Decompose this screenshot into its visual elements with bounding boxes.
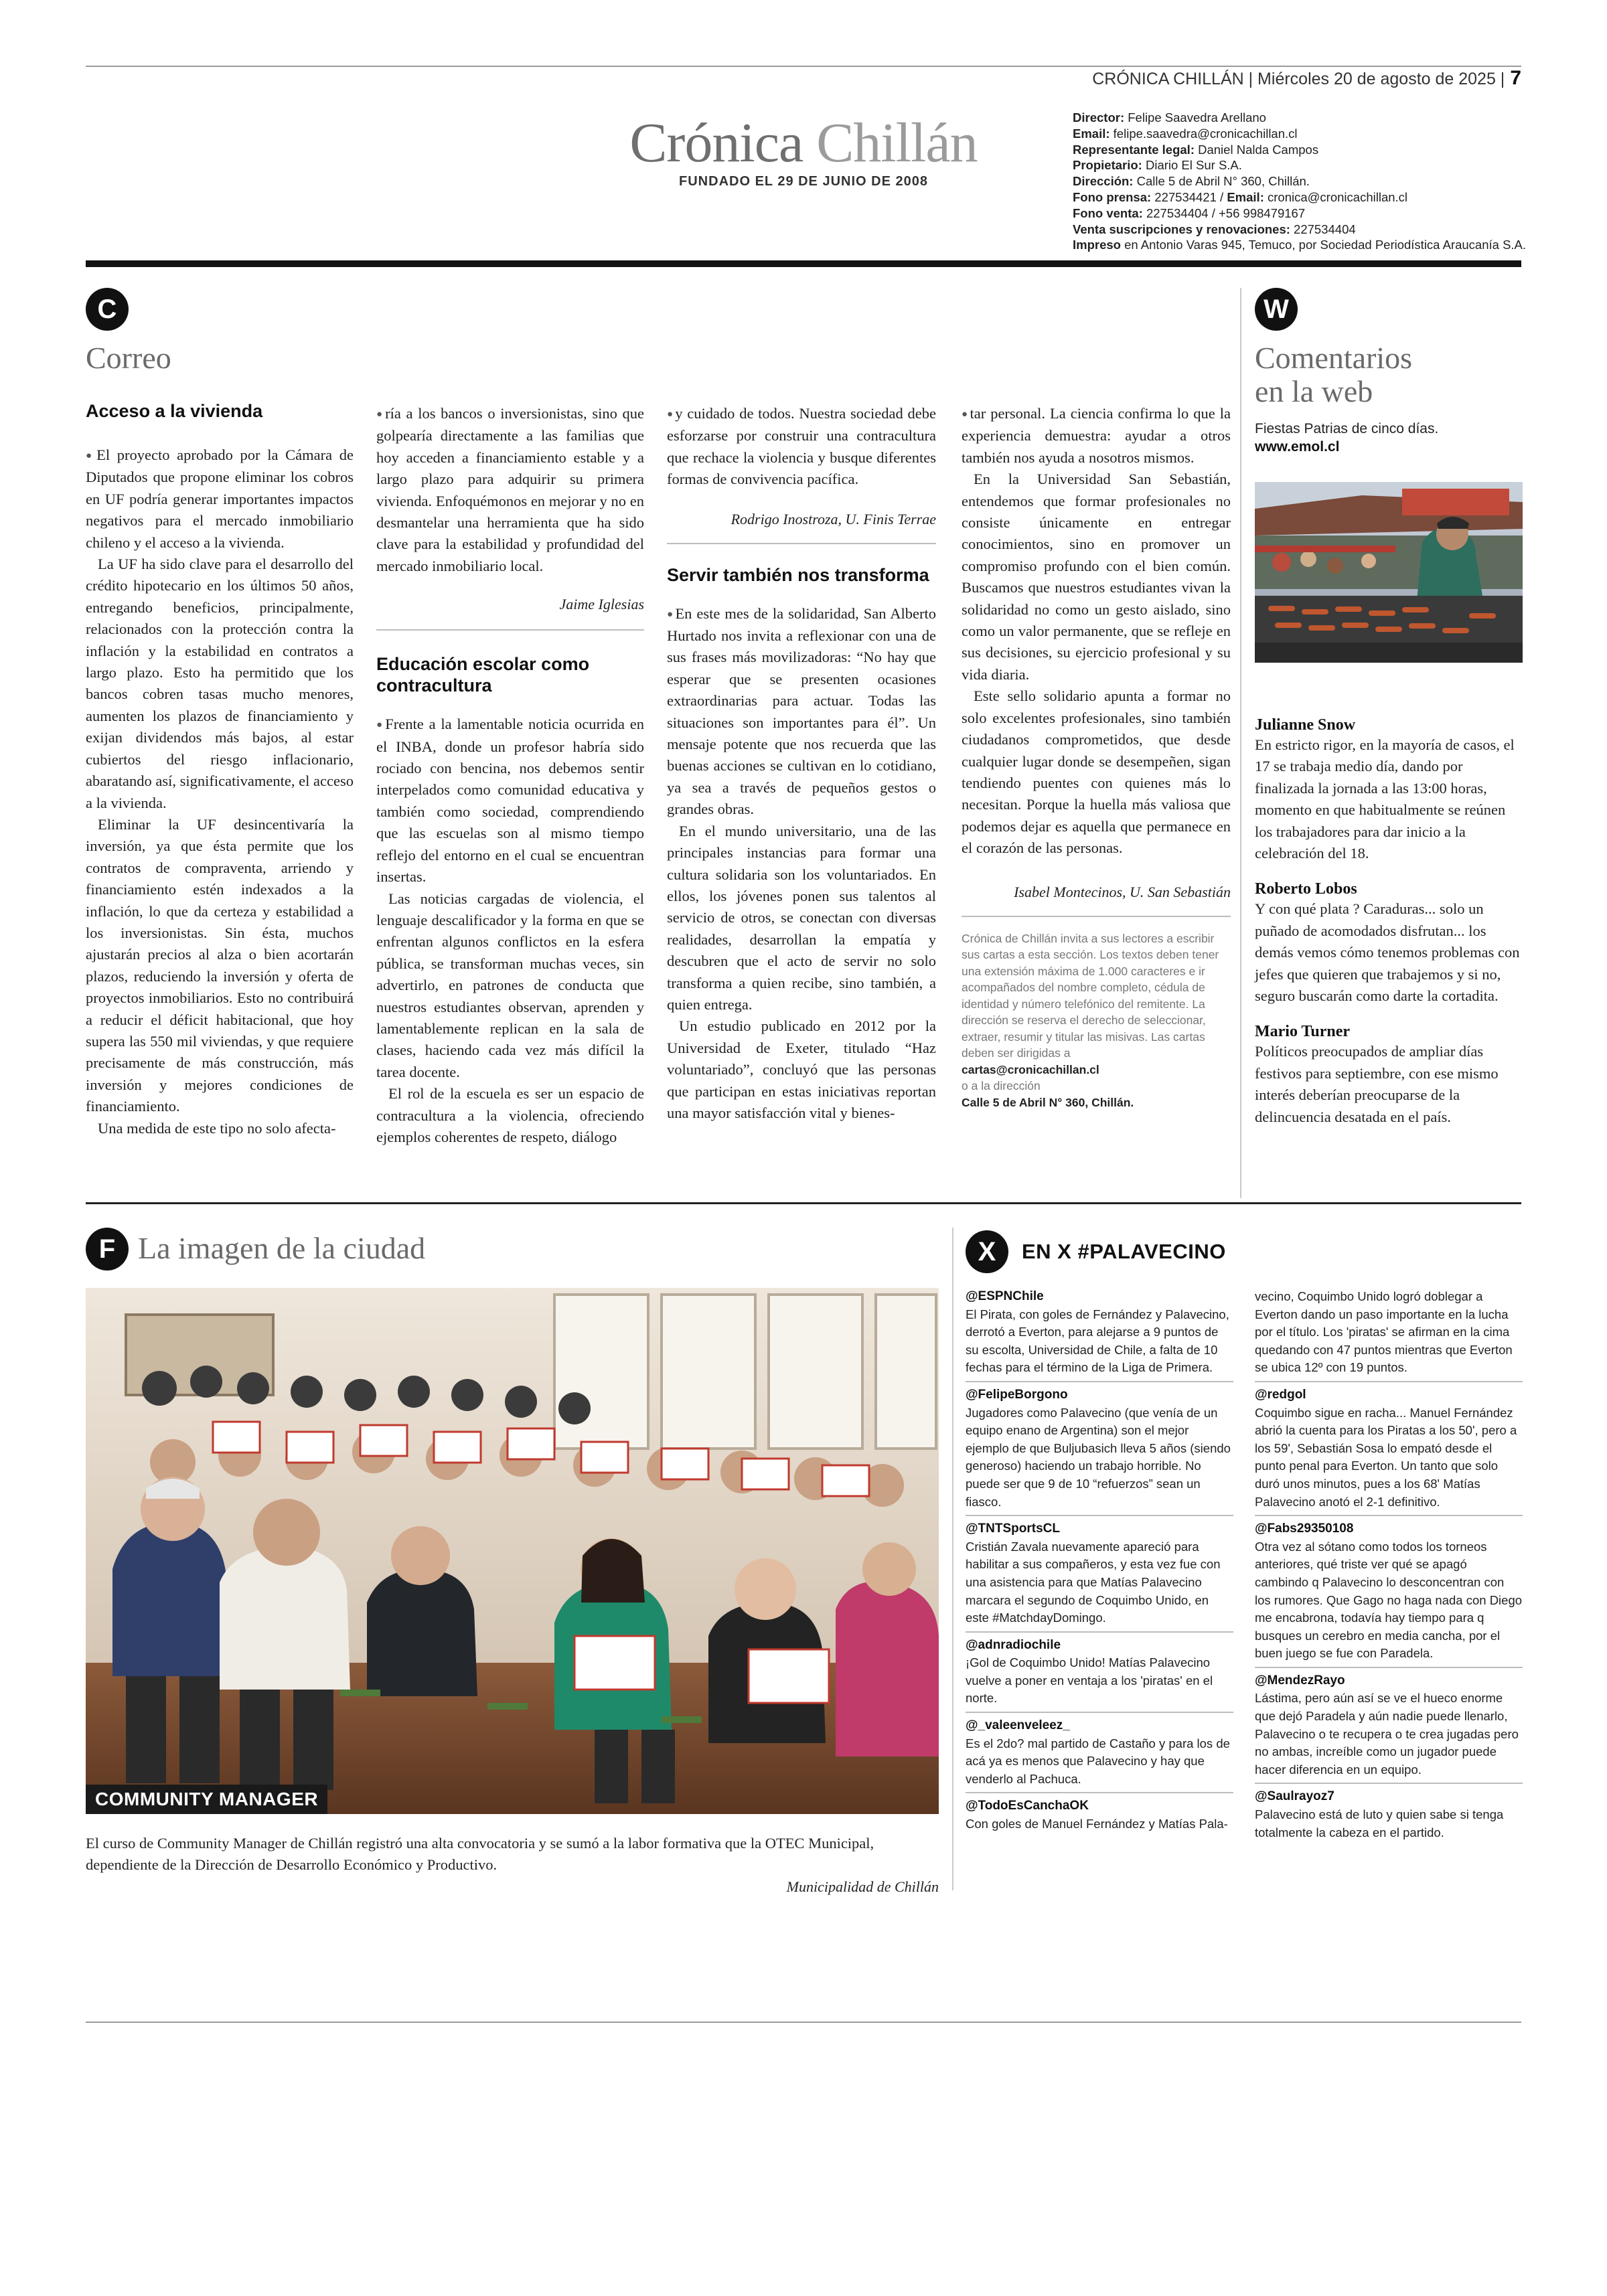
tweet-divider: [966, 1631, 1233, 1633]
tweet: [966, 1288, 1233, 1377]
tweet-text: Lástima, pero aún así se ve el hueco enorme que dejó Paradela y aún nadie puede llenarlo, Palavecino o te recupera o te crea jugadas pero no ambas, increíble como un jugador puede hacer diferencia en un equipo.: [1255, 1691, 1519, 1777]
photo-credit: Municipalidad de Chillán: [786, 1878, 939, 1895]
correo-col-4: [962, 403, 1231, 1111]
paragraph: En el mundo universitario, una de las principales instancias para formar una cultura solidaria son los voluntariados. En ellos, los jóvenes ponen sus talentos al servicio de otros, se conectan con diversas realidades, desarrollan la empatía y descubren que el acto de servir no solo transforma a quien recibe, sino también, a quien entrega.: [667, 822, 936, 1013]
comment: [1255, 880, 1523, 1007]
paragraph: El rol de la escuela es ser un espacio de contracultura a la violencia, ofreciendo ejemplos coherentes de respeto, diálogo: [376, 1085, 644, 1145]
page-number: 7: [1510, 67, 1521, 89]
letter-2-headline: Educación escolar como contracultura: [376, 654, 590, 696]
x-section-title: EN X #PALAVECINO: [1022, 1240, 1226, 1263]
paragraph: ● y cuidado de todos. Nuestra sociedad debe esforzarse por construir una contracultura que rechace la violencia y busque diferentes formas de convivencia pacífica.: [667, 403, 936, 491]
masthead-row: Email: felipe.saavedra@cronicachillan.cl: [1073, 126, 1298, 141]
masthead-row: Propietario: Diario El Sur S.A.: [1073, 158, 1242, 173]
tweet-divider: [1255, 1667, 1523, 1668]
paragraph: ● tar personal. La ciencia confirma lo que la experiencia demuestra: ayudar a otros también nos ayuda a nosotros mismos.: [962, 403, 1231, 469]
paragraph: En la Universidad San Sebastián, entendemos que formar profesionales no consiste únicamente en entregar conocimientos, sino en promover un compromiso profundo con el bien común. Buscamos que nuestros estudiantes vivan la solidaridad no como un gesto aislado, sino como un valor permanente, que se refleje en sus decisiones, su ejercicio profesional y su vida diaria.: [962, 471, 1231, 683]
comment-author: Mario Turner: [1255, 1023, 1350, 1041]
folio: [1092, 67, 1521, 90]
comentarios-source: [1255, 419, 1523, 455]
paragraph: La UF ha sido clave para el desarrollo del crédito hipotecario en los últimos 50 años, entregando beneficios, principalmente, relacionados con la protección contra la inflación y la estabilidad en contratos a largo plazo. Esto ha permitido que los bancos cobren tasas mucho menores, aumenten los plazos de financiamiento y exijan dividendos más bajos, al estar cubiertos del riesgo inflacionario, abaratando así, significativamente, el acceso a la vivienda.: [86, 556, 354, 811]
letter-2-body-col2: [376, 714, 644, 1148]
tweet: [966, 1386, 1233, 1511]
correo-col-3: [667, 403, 936, 1124]
paragraph: Una medida de este tipo no solo afecta-: [98, 1119, 336, 1137]
tweet: [966, 1797, 1233, 1833]
tweet-text: Coquimbo sigue en racha... Manuel Fernández abrió la cuenta para los Piratas a los 50', pero a los 59', Sebastián Sosa lo empató desde el punto penal para Everton. Un tanto que solo duró unos minutos, pues a los 68' Matías Palavecino anotó el 2-1 definitivo.: [1255, 1405, 1517, 1509]
comments-site-link[interactable]: www.emol.cl: [1255, 439, 1340, 455]
letter-1-body-col2: [376, 403, 644, 577]
comment-text: Políticos preocupados de ampliar días festivos para septiembre, con ese mismo interés deberían preocuparse de la delincuencia desatada en el país.: [1255, 1043, 1499, 1125]
letters-invitation: Crónica de Chillán invita a sus lectores a escribir sus cartas a esta sección. Los textos deben tener una extensión máxima de 1.000 caracteres e ir acompañados del nombre completo, cédula de identidad y número telefónico del remitente. La dirección se reserva el derecho de seleccionar, extraer, resumir y titular las misivas. Las cartas deben ser dirigidas a cartas@cronicachillan.cl o a la dirección Calle 5 de Abril N° 360, Chillán.: [962, 930, 1231, 1111]
comentarios-title: Comentarios en la web: [1255, 341, 1413, 408]
letters-email[interactable]: cartas@cronicachillan.cl: [962, 1062, 1099, 1076]
correo-title: Correo: [86, 341, 171, 375]
paragraph: ● ría a los bancos o inversionistas, sino que golpearía directamente a las familias que hoy acceden a financiamiento estable y a largo plazo para adquirir su primera vivienda. Enfoquémonos en mejorar y no en desmantelar una herramienta que ha sido clave para la estabilidad y profundidad del mercado inmobiliario local.: [376, 403, 644, 577]
letter-1-signature: Jaime Iglesias: [559, 596, 644, 613]
tweet-handle[interactable]: @Fabs29350108: [1255, 1522, 1354, 1536]
tweet-text: ¡Gol de Coquimbo Unido! Matías Palavecino vuelve a poner en ventaja a los 'piratas' en el norte.: [966, 1655, 1213, 1706]
x-section-vertical-rule: [952, 1228, 953, 1890]
tweet-text: Con goles de Manuel Fernández y Matías Pala-: [966, 1817, 1228, 1831]
photo-tag: COMMUNITY MANAGER: [86, 1785, 327, 1814]
letter-3-signature: Isabel Montecinos, U. San Sebastián: [1014, 883, 1231, 900]
tweet-handle[interactable]: @Saulrayoz7: [1255, 1789, 1334, 1804]
letter-2-body-col3: [667, 403, 936, 491]
masthead-row: Representante legal: Daniel Nalda Campos: [1073, 142, 1319, 157]
tweet-handle[interactable]: @ESPNChile: [966, 1289, 1044, 1303]
tweet-divider: [1255, 1783, 1523, 1784]
tweet-text: Cristián Zavala nuevamente apareció para habilitar a sus compañeros, y esta vez fue con una asistencia para que Matías Palavecino marcara el segundo de Coquimbo Unido, en este #MatchdayDomingo.: [966, 1539, 1221, 1625]
comments-list: [1255, 716, 1523, 1128]
paragraph: Este sello solidario apunta a formar no solo excelentes profesionales, sino también ciudadanos comprometidos, que desde cualquier lugar donde se desempeñen, sigan tendiendo puentes con quienes más lo necesitan. Porque la huella más valiosa que podemos dejar es aquella que permanece en el corazón de las personas.: [962, 687, 1231, 857]
masthead-row: Director: Felipe Saavedra Arellano: [1073, 110, 1266, 125]
tweets-col-1: [966, 1288, 1233, 1833]
tweets-col-2: [1255, 1288, 1523, 1841]
tweet-handle[interactable]: @TodoEsCanchaOK: [966, 1799, 1089, 1813]
letter-1-body-col1: [86, 444, 354, 1139]
tweet-divider: [1255, 1381, 1523, 1382]
community-manager-photo-image: [86, 1288, 939, 1814]
letter-2-signature: Rodrigo Inostroza, U. Finis Terrae: [731, 510, 936, 527]
masthead-credits: [1073, 110, 1528, 253]
paragraph: Un estudio publicado en 2012 por la Universidad de Exeter, titulado “Haz voluntariado”, concluyó que las personas que participan en estas iniciativas reportan una mayor satisfacción vital y bienes-: [667, 1017, 936, 1121]
letter-3-body-col3: [667, 603, 936, 1125]
tweet-divider: [1255, 1515, 1523, 1516]
comments-vertical-rule: [1240, 288, 1241, 1198]
comment: [1255, 716, 1523, 864]
paragraph: ● En este mes de la solidaridad, San Alberto Hurtado nos invita a reflexionar con una de sus frases más movilizadoras: “No hay que esperar que se presenten ocasiones extraordinarias para actuar. Todas las situaciones son importantes para él”. Un mensaje potente que nos recuerda que las buenas acciones se cultivan en lo cotidiano, ya sea a través de pequeños gestos o grandes obras.: [667, 603, 936, 821]
letters-address: Calle 5 de Abril N° 360, Chillán.: [962, 1095, 1134, 1109]
paragraph: ● Frente a la lamentable noticia ocurrida en el INBA, donde un profesor habría sido rociado con bencina, nos debemos sentir interpelados como comunidad educativa y también como sociedad, comprendiendo que las escuelas son al mismo tiempo reflejo del entorno en el cual se encuentran insertas.: [376, 714, 644, 888]
photo-caption: El curso de Community Manager de Chillán registró una alta convocatoria y se sumó a la labor formativa que la OTEC Municipal, dependiente de la Dirección de Desarrollo Económico y Productivo.: [86, 1835, 874, 1873]
masthead-row: Dirección: Calle 5 de Abril N° 360, Chillán.: [1073, 174, 1310, 189]
tweet-text: Otra vez al sótano como todos los torneos anteriores, qué triste ver qué se apagó cambindo q Palavecino lo desconcentran con los rumores. Que Gago no haga nada con Diego me encabrona, todavía hay tiempo para q busques un cerebro en media cancha, por el buen juego se fue con Paradela.: [1255, 1539, 1523, 1661]
tweet-text: Es el 2do? mal partido de Castaño y para los de acá ya es menos que Palavecino y hay que venderlo al Pachuca.: [966, 1736, 1230, 1786]
comentarios-badge: W: [1255, 288, 1298, 331]
logo-wordmark: Crónica Chillán: [629, 112, 978, 174]
tweet-text: vecino, Coquimbo Unido logró doblegar a Everton dando un paso importante en la lucha por el título. Los 'piratas' se afirman en la cima quedando con 47 puntos mientras que Everton se ubica 12º con 19 puntos.: [1255, 1289, 1513, 1375]
tweet-handle[interactable]: @TNTSportsCL: [966, 1522, 1060, 1536]
divider: [962, 916, 1231, 917]
letter-3-headline: Servir también nos transforma: [667, 564, 929, 585]
comment-author: Julianne Snow: [1255, 716, 1356, 734]
tweet: [1255, 1788, 1523, 1841]
correo-col-2: [376, 403, 644, 1148]
header-bottom-rule: [86, 260, 1521, 267]
tweet: [966, 1717, 1233, 1788]
tweet-divider: [966, 1712, 1233, 1713]
tweet-handle[interactable]: @FelipeBorgono: [966, 1387, 1068, 1402]
tweet-divider: [966, 1381, 1233, 1382]
founded-line: FUNDADO EL 29 DE JUNIO DE 2008: [679, 174, 928, 189]
bottom-rule: [86, 2022, 1521, 2023]
tweet-text: Jugadores como Palavecino (que venía de un equipo enano de Argentina) son el mejor ejemplo de que Buljubasich lleva 5 años (siendo generoso) haciendo un trabajo horrible. No puede ser que 9 de 10 “refuerzos” sean un fiasco.: [966, 1405, 1231, 1509]
tweet-divider: [966, 1515, 1233, 1516]
grill-photo-image: [1255, 482, 1523, 663]
tweet-text: Palavecino está de luto y quien sabe si tenga totalmente la cabeza en el partido.: [1255, 1807, 1504, 1839]
tweet-handle[interactable]: @_valeenveleez_: [966, 1718, 1070, 1733]
folio-text: CRÓNICA CHILLÁN | Miércoles 20 de agosto de 2025 |: [1092, 70, 1505, 88]
imagen-badge: F: [86, 1228, 129, 1270]
grill-photo: [1255, 482, 1523, 663]
tweet-divider: [966, 1792, 1233, 1793]
letter-1-headline: Acceso a la vivienda: [86, 401, 263, 421]
letter-3-body-col4: [962, 403, 1231, 859]
community-manager-photo: [86, 1288, 939, 1814]
tweet: [966, 1520, 1233, 1627]
comments-topic: Fiestas Patrias de cinco días.: [1255, 421, 1439, 436]
correo-badge: C: [86, 288, 129, 331]
tweet-text: El Pirata, con goles de Fernández y Palavecino, derrotó a Everton, para alejarse a 9 puntos de su escolta, Universidad de Chile, a falta de 10 fechas para el término de la Liga de Primera.: [966, 1307, 1229, 1375]
masthead-row: Impreso en Antonio Varas 945, Temuco, por Sociedad Periodística Araucanía S.A.: [1073, 238, 1527, 252]
divider: [376, 629, 644, 631]
tweet: [966, 1637, 1233, 1708]
x-badge: X: [966, 1230, 1008, 1273]
comment: [1255, 1023, 1523, 1128]
paragraph: Eliminar la UF desincentivaría la inversión, ya que ésta permite que los contratos de compraventa, arriendo y financiamiento estén indexados a la inflación, lo que da certeza y estabilidad a los inversionistas. Sin ésta, muchos ajustarán precios al alza o bien acortarán plazos, reduciendo la inversión y oferta de proyectos inmobiliarios. Esto no contribuirá a reducir el déficit habitacional, que hoy supera las 550 mil viviendas, y que requiere precisamente de más construcción, más inversión y mejores condiciones de financiamiento.: [86, 815, 354, 1115]
divider: [667, 543, 936, 544]
comment-text: Y con qué plata ? Caraduras... solo un puñado de acomodados disfrutan... los demás vemos cómo tenemos problemas con jefes que quieren que trabajemos y si no, seguro buscarán como darte la cortadita.: [1255, 900, 1520, 1005]
tweet: [1255, 1386, 1523, 1511]
masthead-row: Fono prensa: 227534421 / Email: cronica@cronicachillan.cl: [1073, 189, 1408, 204]
tweet-handle[interactable]: @adnradiochile: [966, 1637, 1061, 1652]
tweet: [1255, 1672, 1523, 1779]
newspaper-logo: [603, 110, 1004, 189]
tweet: [1255, 1520, 1523, 1663]
tweet: [1255, 1288, 1523, 1377]
mid-section-rule: [86, 1202, 1521, 1204]
imagen-title: La imagen de la ciudad: [138, 1231, 426, 1265]
paragraph: Las noticias cargadas de violencia, el lenguaje descalificador y la forma en que se enfrentan algunos conflictos en la esfera pública, se transforman muchas veces, sin advertirlo, en patrones de conducta que nuestros estudiantes observan, aprenden y lamentablemente replican en la sala de clases, haciendo cada vez más difícil la tarea docente.: [376, 890, 644, 1080]
comment-text: En estricto rigor, en la mayoría de casos, el 17 se trabaja medio día, dando por finalizada la jornada a las 13:00 horas, momento en que habitualmente se reúnen los trabajadores para dar inicio a la celebración del 18.: [1255, 736, 1515, 862]
tweet-handle[interactable]: @MendezRayo: [1255, 1673, 1345, 1688]
tweet-handle[interactable]: @redgol: [1255, 1387, 1306, 1402]
paragraph: ● El proyecto aprobado por la Cámara de Diputados que propone eliminar los cobros en UF podría generar importantes impactos negativos para el mercado inmobiliario chileno y el acceso a la vivienda.: [86, 444, 354, 554]
masthead-row: Venta suscripciones y renovaciones: 227534404: [1073, 222, 1356, 236]
letter-1-col-1: [86, 400, 354, 1139]
comment-author: Roberto Lobos: [1255, 880, 1357, 898]
masthead-row: Fono venta: 227534404 / +56 998479167: [1073, 206, 1306, 220]
